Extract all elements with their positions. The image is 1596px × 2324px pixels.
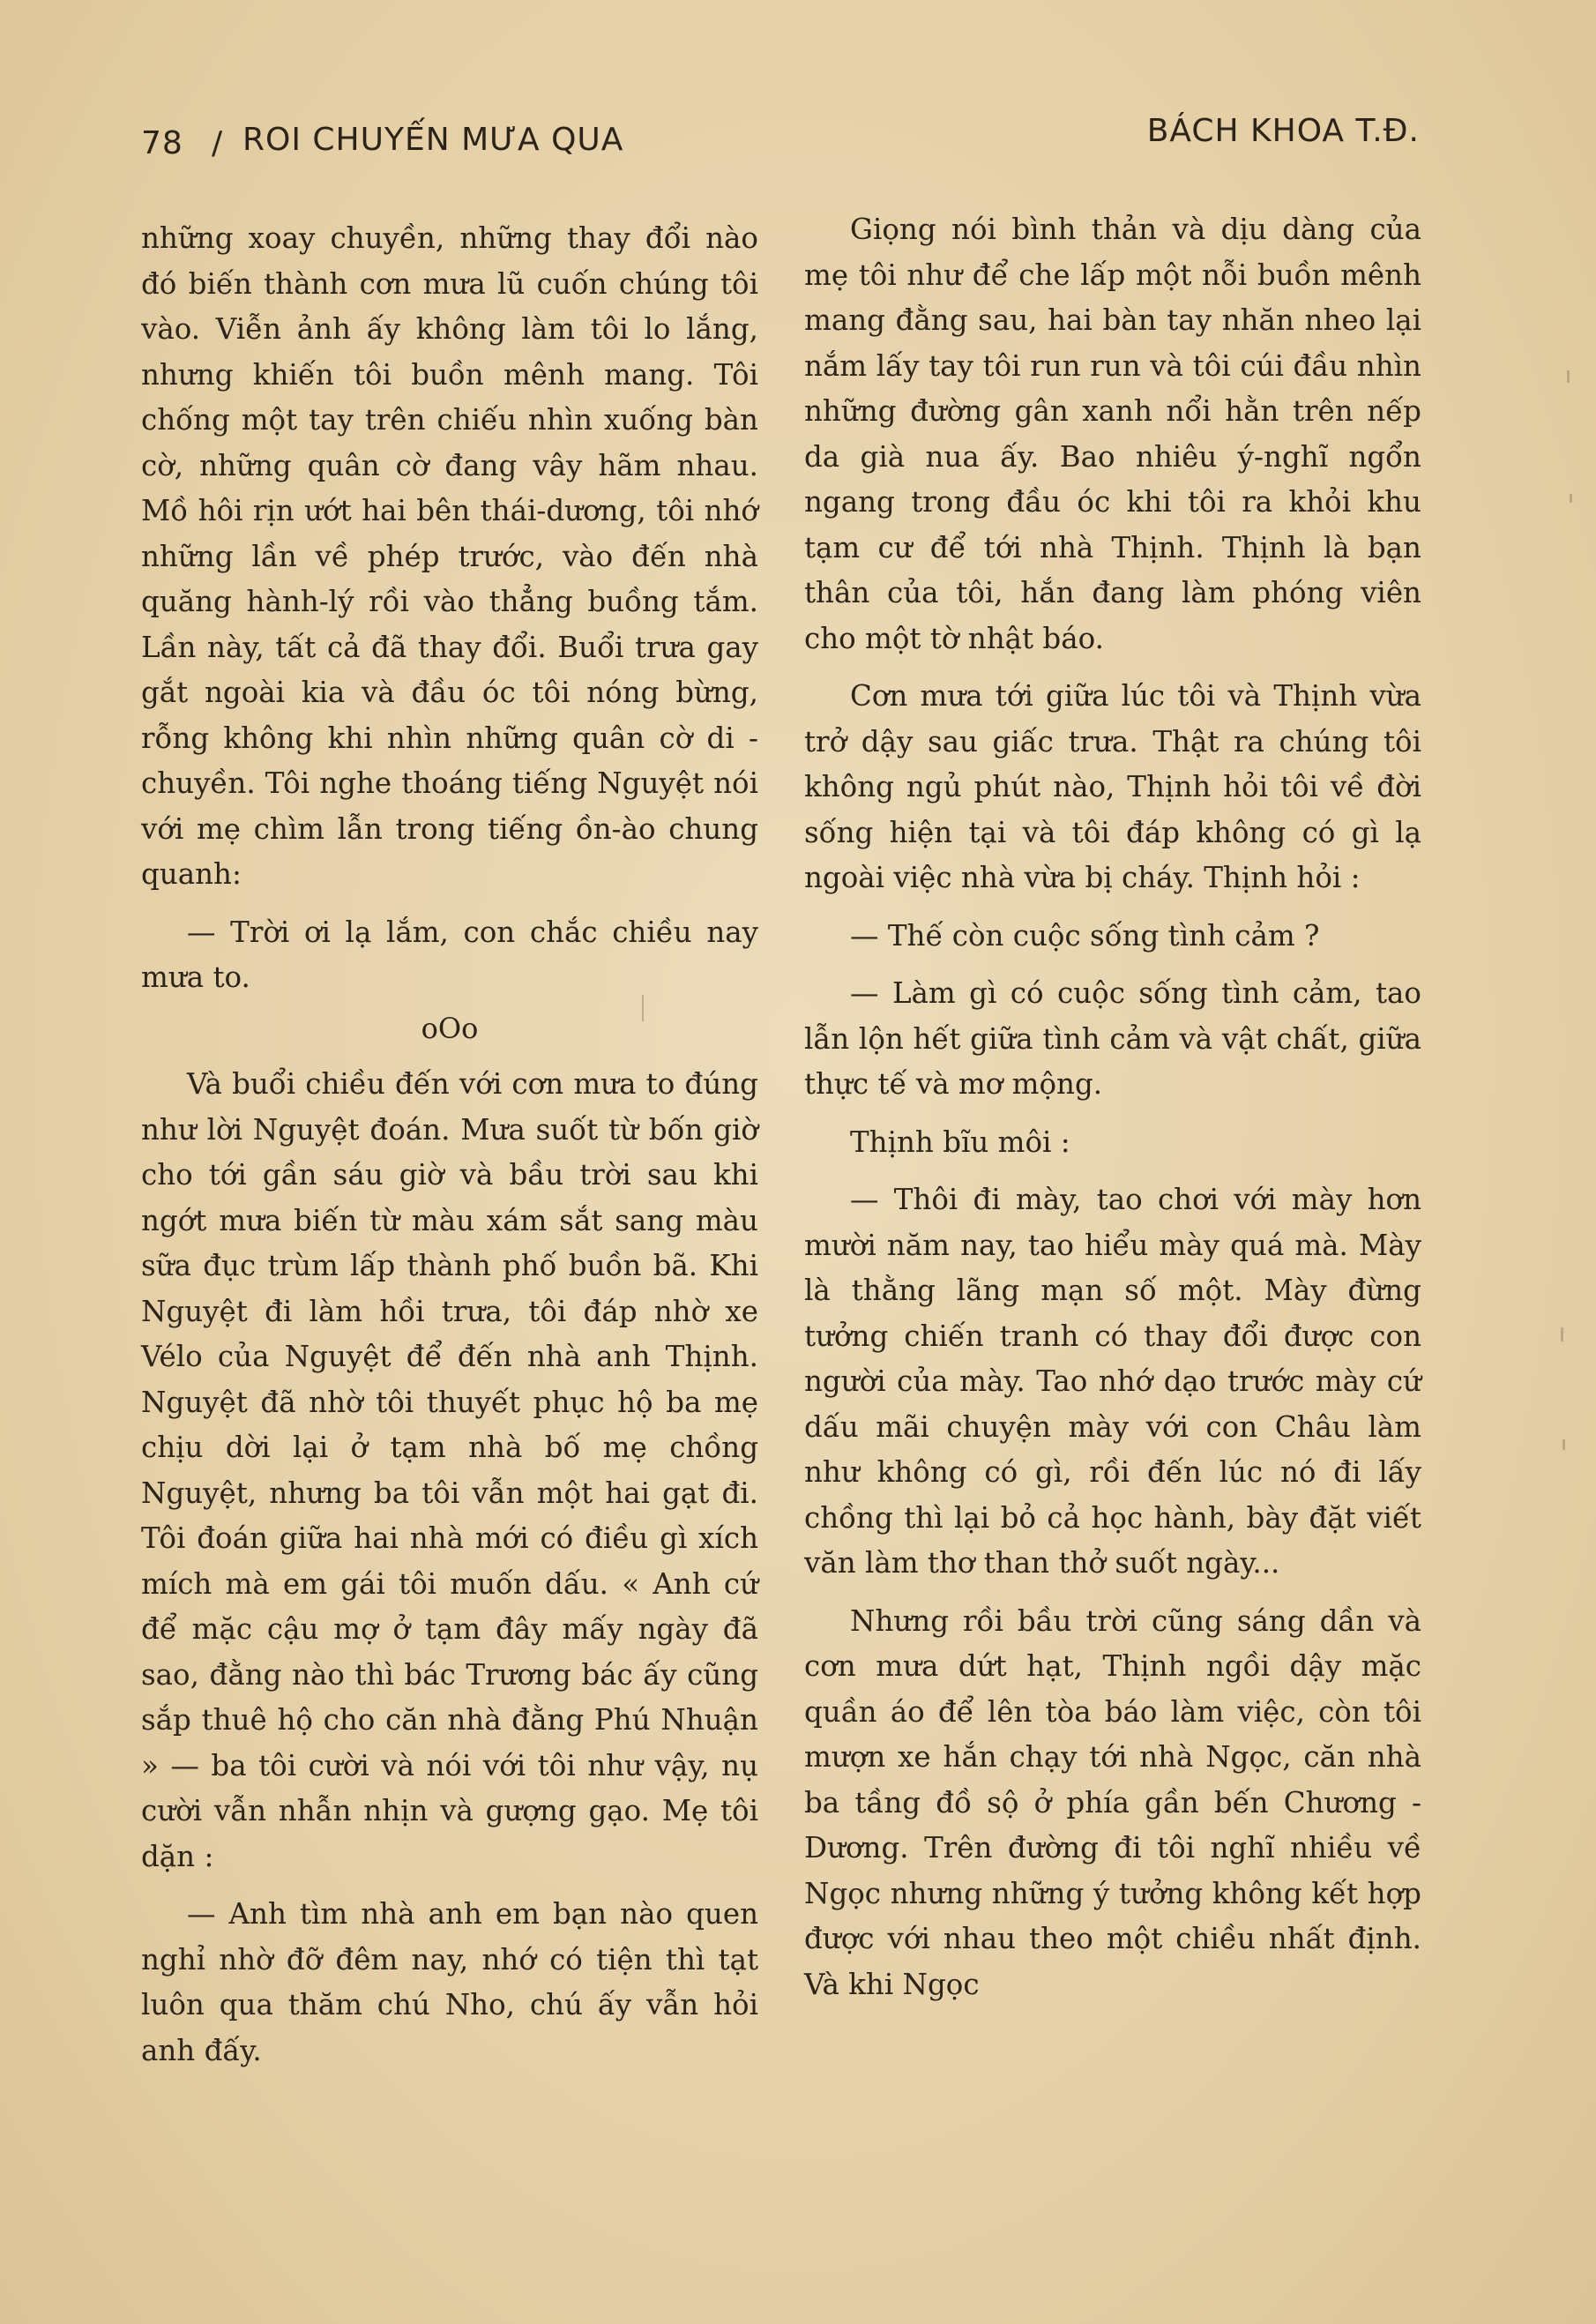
right-paragraph-7: Nhưng rồi bầu trời cũng sáng dần và cơn mưa dứt hạt, Thịnh ngồi dậy mặc quần áo để lên tòa báo làm việc, còn tôi mượn xe hắn chạy tới nhà Ngọc, căn nhà ba tầng đồ sộ ở phía gần bến Chương - Dương. Trên đường đi tôi nghĩ nhiều về Ngọc nhưng những ý tưởng không kết hợp được với nhau theo một chiều nhất định. Và khi Ngọc bbox=[804, 1603, 1421, 2001]
stray-mark bbox=[1570, 494, 1572, 503]
left-paragraph-4: — Anh tìm nhà anh em bạn nào quen nghỉ nhờ đỡ đêm nay, nhớ có tiện thì tạt luôn qua thăm chú Nho, chú ấy vẫn hỏi anh đấy. bbox=[141, 1897, 758, 2067]
stray-mark bbox=[1561, 1327, 1563, 1341]
left-column bbox=[141, 216, 758, 2074]
page-header bbox=[141, 113, 1420, 175]
stray-mark bbox=[642, 995, 644, 1021]
right-paragraph-2: Cơn mưa tới giữa lúc tôi và Thịnh vừa trở dậy sau giấc trưa. Thật ra chúng tôi không ngủ phút nào, Thịnh hỏi tôi về đời sống hiện tại và tôi đáp không có gì lạ ngoài việc nhà vừa bị cháy. Thịnh hỏi : bbox=[804, 679, 1421, 894]
header-separator: / bbox=[212, 125, 224, 161]
right-paragraph-4: — Làm gì có cuộc sống tình cảm, tao lẫn lộn hết giữa tình cảm và vật chất, giữa thực tế và mơ mộng. bbox=[804, 976, 1421, 1101]
section-separator: oOo bbox=[421, 1011, 479, 1045]
stray-mark bbox=[1562, 1439, 1565, 1450]
stray-mark bbox=[1027, 686, 1029, 702]
left-paragraph-2: — Trời ơi lạ lắm, con chắc chiều nay mưa to. bbox=[141, 915, 758, 994]
stray-mark bbox=[1567, 370, 1570, 383]
left-paragraph-3: Và buổi chiều đến với cơn mưa to đúng như lời Nguyệt đoán. Mưa suốt từ bốn giờ cho tới gần sáu giờ và bầu trời sau khi ngớt mưa biến từ màu xám sắt sang màu sữa đục trùm lấp thành phố buồn bã. Khi Nguyệt đi làm hồi trưa, tôi đáp nhờ xe Vélo của Nguyệt để đến nhà anh Thịnh. Nguyệt đã nhờ tôi thuyết phục hộ ba mẹ chịu dời lại ở tạm nhà bố mẹ chồng Nguyệt, nhưng ba tôi vẫn một hai gạt đi. Tôi đoán giữa hai nhà mới có điều gì xích mích mà em gái tôi muốn dấu. « Anh cứ để mặc cậu mợ ở tạm đây mấy ngày đã sao, đằng nào thì bác Trương bác ấy cũng sắp thuê hộ cho căn nhà đằng Phú Nhuận » — ba tôi cười và nói với tôi như vậy, nụ cười vẫn nhẫn nhịn và gượng gạo. Mẹ tôi dặn : bbox=[141, 1067, 758, 1873]
right-column bbox=[804, 207, 1421, 2007]
left-paragraph-1: những xoay chuyền, những thay đổi nào đó biến thành cơn mưa lũ cuốn chúng tôi vào. Viễn ảnh ấy không làm tôi lo lắng, nhưng khiến tôi buồn mênh mang. Tôi chống một tay trên chiếu nhìn xuống bàn cờ, những quân cờ đang vây hãm nhau. Mồ hôi rịn ướt hai bên thái-dương, tôi nhớ những lần về phép trước, vào đến nhà quăng hành-lý rồi vào thẳng buồng tắm. Lần này, tất cả đã thay đổi. Buổi trưa gay gắt ngoài kia và đầu óc tôi nóng bừng, rỗng không khi nhìn những quân cờ di - chuyền. Tôi nghe thoáng tiếng Nguyệt nói với mẹ chìm lẫn trong tiếng ồn-ào chung quanh: bbox=[141, 221, 758, 891]
page-number: 78 bbox=[141, 125, 183, 161]
right-paragraph-1: Giọng nói bình thản và dịu dàng của mẹ tôi như để che lấp một nỗi buồn mênh mang đằng sau, hai bàn tay nhăn nheo lại nắm lấy tay tôi run run và tôi cúi đầu nhìn những đường gân xanh nổi hằn trên nếp da già nua ấy. Bao nhiêu ý-nghĩ ngổn ngang trong đầu óc khi tôi ra khỏi khu tạm cư để tới nhà Thịnh. Thịnh là bạn thân của tôi, hắn đang làm phóng viên cho một tờ nhật báo. bbox=[804, 213, 1421, 655]
right-paragraph-5: Thịnh bĩu môi : bbox=[850, 1125, 1070, 1159]
right-paragraph-3: — Thế còn cuộc sống tình cảm ? bbox=[850, 918, 1320, 953]
running-title: ROI CHUYẾN MƯA QUA bbox=[242, 122, 624, 158]
right-paragraph-6: — Thôi đi mày, tao chơi với mày hơn mười năm nay, tao hiểu mày quá mà. Mày là thằng lãng mạn số một. Mày đừng tưởng chiến tranh có thay đổi được con người của mày. Tao nhớ dạo trước mày cứ dấu mãi chuyện mày với con Châu làm như không có gì, rồi đến lúc nó đi lấy chồng thì lại bỏ cả học hành, bày đặt viết văn làm thơ than thở suốt ngày... bbox=[804, 1183, 1421, 1580]
publication-name: BÁCH KHOA T.Đ. bbox=[1146, 113, 1420, 149]
